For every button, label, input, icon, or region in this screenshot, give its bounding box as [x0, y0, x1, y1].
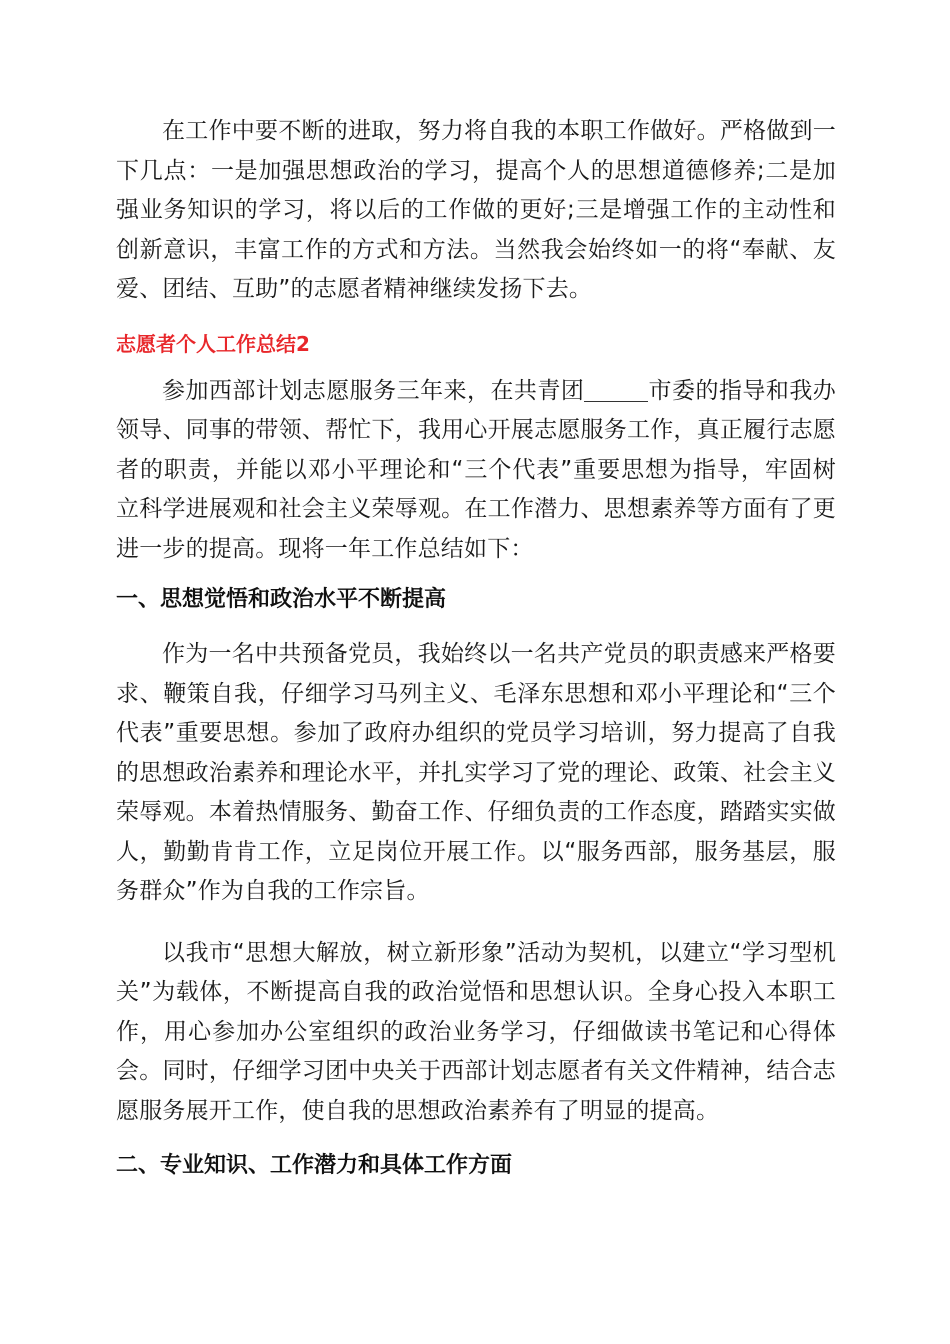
section-heading-2: 二、专业知识、工作潜力和具体工作方面 [116, 1153, 513, 1178]
paragraph-summary-opening [116, 372, 836, 570]
paragraph-intro: 在工作中要不断的进取，努力将自我的本职工作做好。严格做到一下几点：一是加强思想政治的学习，提高个人的思想道德修养;二是加强业务知识的学习，将以后的工作做的更好;三是增强工作的主动性和创新意识，丰富工作的方式和方法。当然我会始终如一的将“奉献、友爱、团结、互助”的志愿者精神继续发扬下去。 [116, 118, 836, 302]
paragraph-study-activities: 以我市“思想大解放，树立新形象”活动为契机，以建立“学习型机关”为载体，不断提高自我的政治觉悟和思想认识。全身心投入本职工作，用心参加办公室组织的政治业务学习，仔细做读书笔记和心得体会。同时，仔细学习团中央关于西部计划志愿者有关文件精神，结合志愿服务展开工作，使自我的思想政治素养有了明显的提高。 [116, 939, 836, 1124]
fill-in-blank [584, 378, 648, 402]
paragraph-summary-opening-start: 参加西部计划志愿服务三年来，在共青团 [162, 377, 585, 404]
document-page [116, 112, 836, 1181]
paragraph-summary-opening-end: 市委的指导和我办领导、同事的带领、帮忙下，我用心开展志愿服务工作，真正履行志愿者的职责，并能以邓小平理论和“三个代表”重要思想为指导，牢固树立科学进展观和社会主义荣辱观。在工作潜力、思想素养等方面有了更进一步的提高。现将一年工作总结如下： [116, 377, 836, 562]
section-heading-summary-2: 志愿者个人工作总结2 [116, 331, 310, 356]
paragraph-political-awareness: 作为一名中共预备党员，我始终以一名共产党员的职责感来严格要求、鞭策自我，仔细学习马列主义、毛泽东思想和邓小平理论和“三个代表”重要思想。参加了政府办组织的党员学习培训，努力提高了自我的思想政治素养和理论水平，并扎实学习了党的理论、政策、社会主义荣辱观。本着热情服务、勤奋工作、仔细负责的工作态度，踏踏实实做人，勤勤肯肯工作，立足岗位开展工作。以“服务西部，服务基层，服务群众”作为自我的工作宗旨。 [116, 641, 836, 904]
section-heading-1: 一、思想觉悟和政治水平不断提高 [116, 587, 447, 612]
